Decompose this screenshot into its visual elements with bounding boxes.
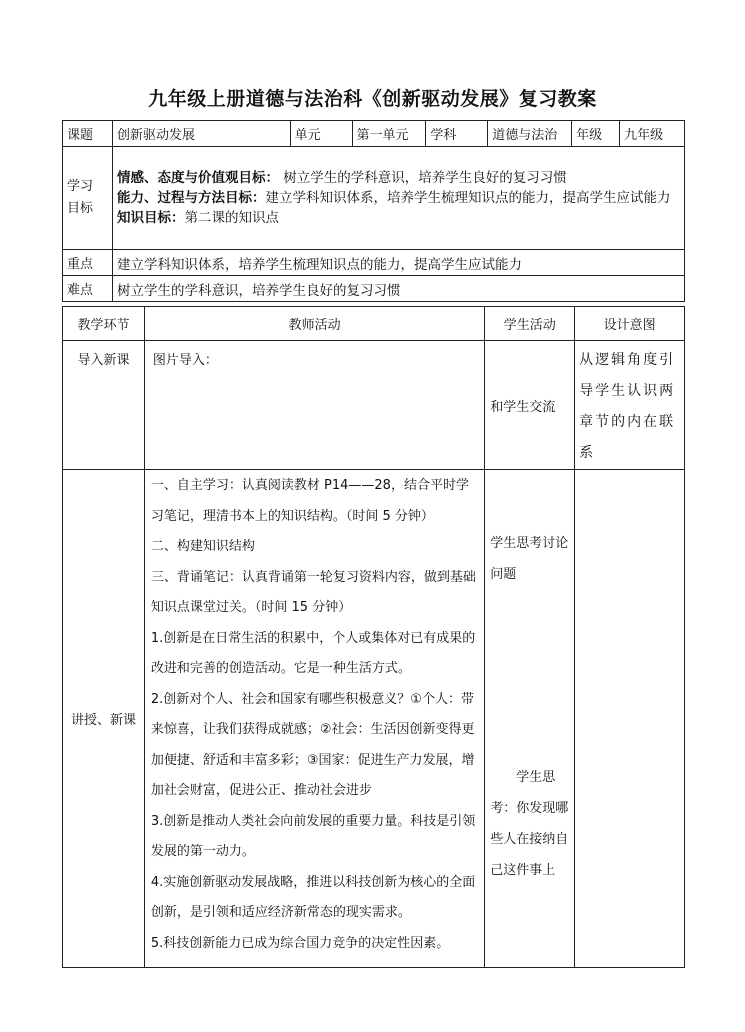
col-header-student: 学生活动 <box>485 307 575 341</box>
teacher-point-5: 5.科技创新能力已成为综合国力竞争的决定性因素。 <box>150 935 450 951</box>
key-point-text: 建立学科知识体系，培养学生梳理知识点的能力，提高学生应试能力 <box>112 250 684 276</box>
student-intro: 和学生交流 <box>485 341 575 470</box>
stage-intro: 导入新课 <box>63 341 145 470</box>
design-intro: 从逻辑角度引导学生认识两章节的内在联系 <box>575 341 685 470</box>
teacher-step-3: 三、背诵笔记：认真背诵第一轮复习资料内容，做到基础知识点课堂过关。（时间 15 分钟） <box>150 569 476 615</box>
topic-label: 课题 <box>63 121 113 147</box>
knowledge-goal-text: 第二课的知识点 <box>184 210 279 226</box>
teacher-lecture <box>144 470 484 968</box>
student-think: 学生思考：你发现哪些人在接纳自己这件事上 <box>490 770 569 878</box>
lesson-info-table <box>62 120 685 302</box>
stage-lecture: 讲授、新课 <box>63 470 145 968</box>
ability-goal-label: 能力、过程与方法目标： <box>116 190 266 206</box>
teacher-point-4: 4.实施创新驱动发展战略，推进以科技创新为核心的全面创新，是引领和适应经济新常态的现实需求。 <box>150 874 476 920</box>
difficulty-text: 树立学生的学科意识，培养学生良好的复习习惯 <box>112 276 684 302</box>
unit-value: 第一单元 <box>352 121 426 147</box>
teacher-point-1: 1.创新是在日常生活的积累中，个人或集体对已有成果的改进和完善的创造活动。它是一种生活方式。 <box>150 630 476 676</box>
teacher-intro: 图片导入： <box>144 341 484 470</box>
topic-value: 创新驱动发展 <box>112 121 290 147</box>
objectives-content <box>112 147 684 250</box>
knowledge-goal-label: 知识目标： <box>116 210 185 226</box>
key-point-label: 重点 <box>63 250 113 276</box>
page-title: 九年级上册道德与法治科《创新驱动发展》复习教案 <box>148 88 597 110</box>
subject-label: 学科 <box>426 121 488 147</box>
col-header-stage: 教学环节 <box>63 307 145 341</box>
emotion-goal-text: 树立学生的学科意识，培养学生良好的复习习惯 <box>278 170 567 186</box>
col-header-teacher: 教师活动 <box>144 307 484 341</box>
student-lecture <box>485 470 575 968</box>
teacher-point-3: 3.创新是推动人类社会向前发展的重要力量。科技是引领发展的第一动力。 <box>150 813 476 859</box>
subject-value: 道德与法治 <box>488 121 572 147</box>
difficulty-label: 难点 <box>63 276 113 302</box>
teacher-step-1: 一、自主学习：认真阅读教材 P14——28，结合平时学习笔记，理清书本上的知识结构。（时间 5 分钟） <box>150 478 469 524</box>
teacher-step-2: 二、构建知识结构 <box>150 539 255 554</box>
grade-label: 年级 <box>572 121 620 147</box>
lesson-flow-table <box>62 306 685 968</box>
unit-label: 单元 <box>290 121 352 147</box>
design-lecture <box>575 470 685 968</box>
objectives-label: 学习目标 <box>63 147 113 250</box>
emotion-goal-label: 情感、态度与价值观目标： <box>116 170 279 186</box>
teacher-point-2: 2.创新对个人、社会和国家有哪些积极意义？①个人：带来惊喜，让我们获得成就感；②社会：生活因创新变得更加便捷、舒适和丰富多彩；③国家：促进生产力发展，增加社会财富，促进公正、推动社会进步 <box>150 691 475 798</box>
student-discuss: 学生思考讨论问题 <box>490 536 569 582</box>
ability-goal-text: 建立学科知识体系，培养学生梳理知识点的能力，提高学生应试能力 <box>265 190 671 206</box>
grade-value: 九年级 <box>620 121 685 147</box>
col-header-design: 设计意图 <box>575 307 685 341</box>
